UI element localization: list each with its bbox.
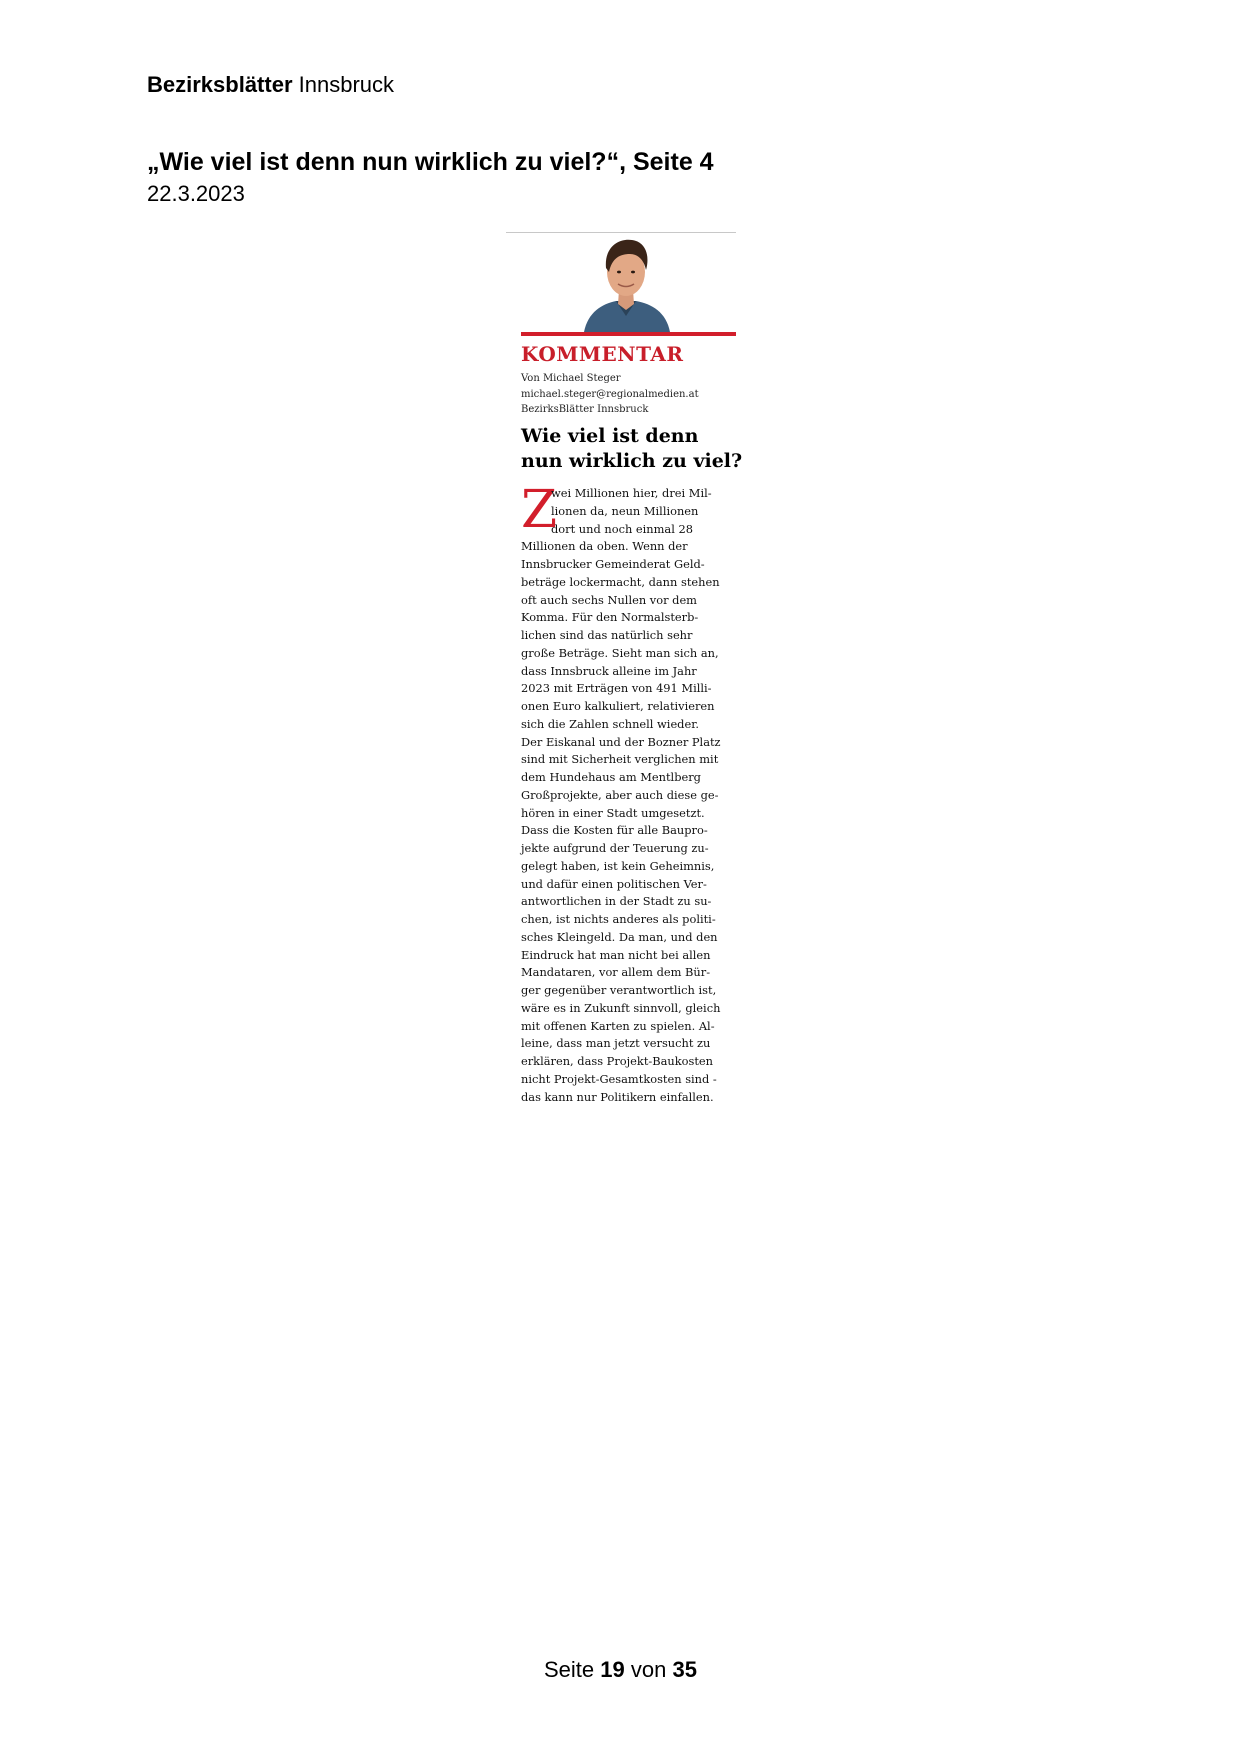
body-line: Mandataren, vor allem dem Bür- bbox=[521, 965, 711, 980]
footer-prefix: Seite bbox=[544, 1657, 595, 1682]
article-headline bbox=[521, 424, 743, 474]
body-line: Millionen da oben. Wenn der bbox=[521, 539, 688, 554]
body-line: wei Millionen hier, drei Mil- bbox=[551, 486, 712, 500]
body-line: dem Hundehaus am Mentlberg bbox=[521, 770, 701, 784]
body-line: mit offenen Karten zu spielen. Al- bbox=[521, 1018, 715, 1033]
body-line: Großprojekte, aber auch diese ge- bbox=[521, 787, 719, 802]
body-line: leine, dass man jetzt versucht zu bbox=[521, 1036, 711, 1051]
kommentar-red-rule bbox=[521, 332, 736, 336]
body-line: hören in einer Stadt umgesetzt. bbox=[521, 805, 705, 820]
footer-page-number: 19 bbox=[600, 1657, 625, 1682]
body-line: 2023 mit Erträgen von 491 Milli- bbox=[521, 681, 712, 696]
article-kicker: KOMMENTAR bbox=[521, 342, 684, 366]
body-line: dort und noch einmal 28 bbox=[551, 521, 693, 536]
footer-total-pages: 35 bbox=[672, 1657, 697, 1682]
body-line: Komma. Für den Normalsterb- bbox=[521, 610, 699, 625]
headline-line: nun wirklich zu viel? bbox=[521, 450, 743, 472]
byline-email: michael.steger@regionalmedien.at bbox=[521, 388, 699, 400]
body-line: Dass die Kosten für alle Baupro- bbox=[521, 823, 708, 838]
footer-mid: von bbox=[630, 1657, 667, 1682]
document-title: „Wie viel ist denn nun wirklich zu viel?“, Seite 4 bbox=[147, 148, 714, 176]
clipping-top-line bbox=[506, 232, 736, 233]
article-dropcap: Z bbox=[521, 480, 558, 540]
body-line: lichen sind das natürlich sehr bbox=[521, 628, 693, 642]
body-line: dass Innsbruck alleine im Jahr bbox=[521, 663, 697, 678]
publication-name-rest: Innsbruck bbox=[298, 72, 395, 97]
body-line: oft auch sechs Nullen vor dem bbox=[521, 592, 697, 607]
author-portrait bbox=[576, 234, 676, 332]
body-line: onen Euro kalkuliert, relativieren bbox=[521, 699, 715, 713]
body-line: Eindruck hat man nicht bei allen bbox=[521, 947, 711, 962]
body-line: Innsbrucker Gemeinderat Geld- bbox=[521, 557, 705, 571]
body-line: wäre es in Zukunft sinnvoll, gleich bbox=[521, 1000, 721, 1015]
article-byline bbox=[521, 371, 699, 418]
document-date: 22.3.2023 bbox=[147, 181, 245, 206]
publication-name bbox=[147, 72, 394, 98]
body-line: lionen da, neun Millionen bbox=[551, 503, 699, 518]
body-line: sind mit Sicherheit verglichen mit bbox=[521, 752, 719, 767]
body-line: sches Kleingeld. Da man, und den bbox=[521, 929, 718, 944]
author-portrait-drawing bbox=[576, 234, 676, 332]
body-line: große Beträge. Sieht man sich an, bbox=[521, 645, 719, 660]
body-line: chen, ist nichts anderes als politi- bbox=[521, 912, 716, 926]
body-line: sich die Zahlen schnell wieder. bbox=[521, 716, 700, 731]
body-line: gelegt haben, ist kein Geheimnis, bbox=[521, 858, 715, 873]
body-line: nicht Projekt-Gesamtkosten sind - bbox=[521, 1071, 717, 1086]
publication-name-bold: Bezirksblätter bbox=[147, 72, 293, 97]
body-line: Der Eiskanal und der Bozner Platz bbox=[521, 734, 721, 749]
body-line: antwortlichen in der Stadt zu su- bbox=[521, 894, 712, 909]
body-line: beträge lockermacht, dann stehen bbox=[521, 574, 720, 589]
byline-author: Von Michael Steger bbox=[521, 373, 621, 384]
body-line: das kann nur Politikern einfallen. bbox=[521, 1089, 714, 1104]
page-footer bbox=[0, 1657, 1241, 1683]
byline-publication: BezirksBlätter Innsbruck bbox=[521, 404, 649, 415]
headline-line: Wie viel ist denn bbox=[521, 425, 699, 447]
newspaper-clipping bbox=[506, 232, 743, 1108]
body-line: und dafür einen politischen Ver- bbox=[521, 876, 707, 891]
body-line: jekte aufgrund der Teuerung zu- bbox=[521, 841, 709, 855]
body-line: erklären, dass Projekt-Baukosten bbox=[521, 1054, 714, 1068]
article-body bbox=[521, 480, 736, 1106]
body-line: ger gegenüber verantwortlich ist, bbox=[521, 983, 717, 997]
